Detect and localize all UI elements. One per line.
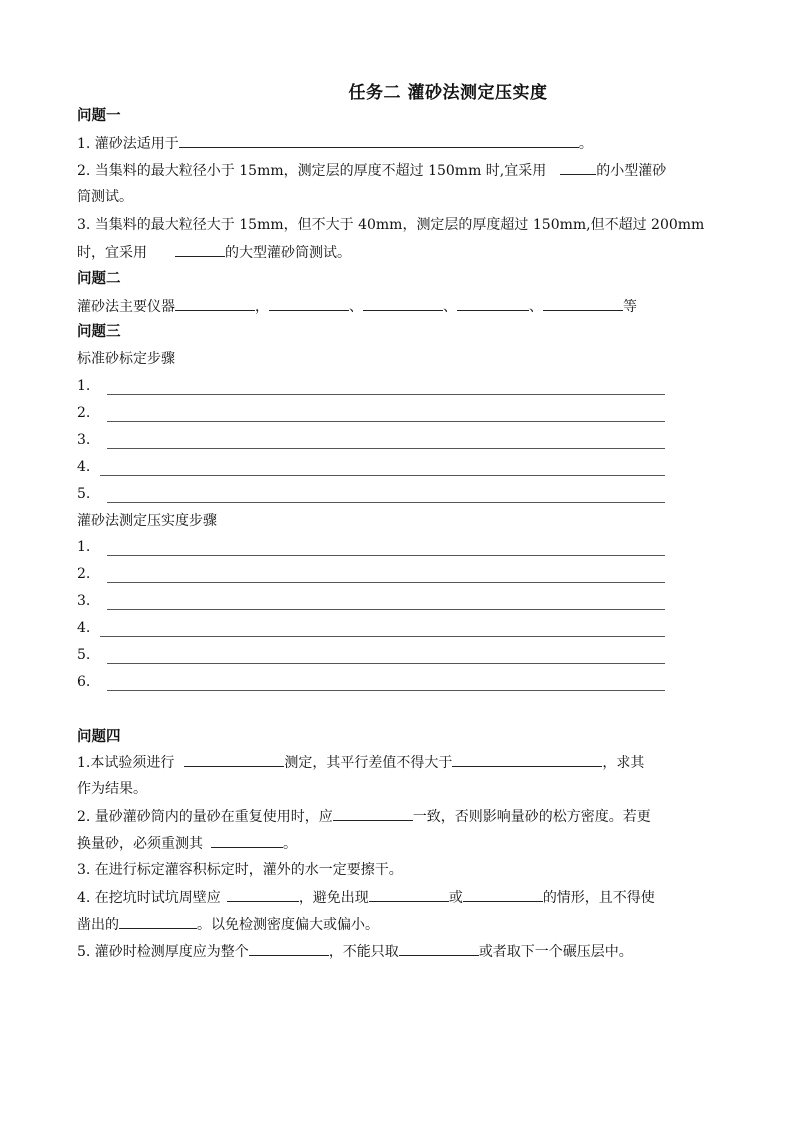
q4-item-5-suffix: 或者取下一个碾压层中。 <box>478 944 633 960</box>
separator: 、 <box>529 299 543 315</box>
q2-suffix: 等 <box>623 299 637 315</box>
q4-item-1 <box>77 752 644 773</box>
q1-item-2-cont: 筒测试。 <box>77 189 133 205</box>
q1-item-3-text: 时，宜采用 <box>77 245 147 261</box>
answer-line[interactable] <box>107 394 665 395</box>
blank-field[interactable] <box>543 296 623 311</box>
q4-item-4-mid2: 或 <box>448 890 463 906</box>
blank-field[interactable] <box>249 941 329 956</box>
answer-line[interactable] <box>107 502 665 503</box>
q4-item-4-suffix: 的情形，且不得使 <box>542 890 655 906</box>
step-number: 4. <box>77 459 91 475</box>
blank-field[interactable] <box>211 833 283 848</box>
page-title: 任务二 灌砂法测定压实度 <box>348 83 548 103</box>
q4-item-2-cont-text: 换量砂，必须重测其 <box>77 836 203 852</box>
blank-field[interactable] <box>369 887 449 902</box>
blank-field[interactable] <box>269 296 349 311</box>
q4-item-5-text: 5. 灌砂时检测厚度应为整个 <box>77 944 249 960</box>
step-number: 5. <box>77 647 91 663</box>
separator: 、 <box>443 299 457 315</box>
q4-item-3: 3. 在进行标定灌容积标定时，灌外的水一定要擦干。 <box>77 862 403 878</box>
answer-line[interactable] <box>107 609 665 610</box>
blank-field[interactable] <box>175 296 255 311</box>
q4-item-2-cont <box>77 833 297 854</box>
separator: 、 <box>349 299 363 315</box>
answer-line[interactable] <box>107 582 665 583</box>
blank-field[interactable] <box>452 752 602 767</box>
blank-field[interactable] <box>560 160 596 175</box>
section-heading-q4: 问题四 <box>77 729 121 745</box>
blank-field[interactable] <box>227 887 299 902</box>
step-number: 1. <box>77 539 91 555</box>
q4-item-4-cont <box>77 914 379 935</box>
step-number: 5. <box>77 486 91 502</box>
answer-line[interactable] <box>107 421 665 422</box>
q4-item-5 <box>77 941 633 962</box>
blank-field[interactable] <box>463 887 543 902</box>
step-number: 2. <box>77 566 91 582</box>
q4-item-4-cont-suffix: 。以免检测密度偏大或偏小。 <box>197 917 379 933</box>
q4-item-4 <box>77 887 655 908</box>
q4-item-4-text: 4. 在挖坑时试坑周壁应 <box>77 890 221 906</box>
q3-subheading-compaction: 灌砂法测定压实度步骤 <box>77 513 217 529</box>
q4-item-2 <box>77 806 651 827</box>
q1-item-3-suffix: 的大型灌砂筒测试。 <box>225 245 351 261</box>
step-number: 6. <box>77 674 91 690</box>
step-number: 2. <box>77 405 91 421</box>
q1-item-2-text: 2. 当集料的最大粒径小于 15mm，测定层的厚度不超过 150mm 时,宜采用 <box>77 163 547 179</box>
step-number: 3. <box>77 593 91 609</box>
q4-item-1-text: 1.本试验须进行 <box>77 755 175 771</box>
answer-line[interactable] <box>107 663 665 664</box>
answer-line[interactable] <box>107 555 665 556</box>
blank-field[interactable] <box>363 296 443 311</box>
section-heading-q3: 问题三 <box>77 324 121 340</box>
q1-item-1 <box>77 133 593 154</box>
section-heading-q2: 问题二 <box>77 271 121 287</box>
q4-item-1-mid: 测定，其平行差值不得大于 <box>284 755 453 771</box>
blank-field[interactable] <box>175 242 225 257</box>
blank-field[interactable] <box>184 752 284 767</box>
q1-item-1-text: 1. 灌砂法适用于 <box>77 136 179 152</box>
answer-line[interactable] <box>100 475 665 476</box>
q4-item-2-suffix: 一致，否则影响量砂的松方密度。若更 <box>412 809 651 825</box>
answer-line[interactable] <box>100 636 665 637</box>
q1-item-1-suffix: 。 <box>578 136 593 152</box>
q3-subheading-calibration: 标准砂标定步骤 <box>77 351 175 367</box>
blank-field[interactable] <box>333 806 413 821</box>
q4-item-4-cont-text: 凿出的 <box>77 917 119 933</box>
step-number: 4. <box>77 620 91 636</box>
q4-item-1-suffix: ，求其 <box>602 755 645 771</box>
q1-item-2-suffix: 的小型灌砂 <box>596 163 667 179</box>
q1-item-3-cont <box>77 242 351 263</box>
section-heading-q1: 问题一 <box>77 108 121 124</box>
separator: ， <box>255 299 269 315</box>
blank-field[interactable] <box>457 296 529 311</box>
q4-item-5-mid: ，不能只取 <box>328 944 399 960</box>
q1-item-2 <box>77 160 666 181</box>
step-number: 1. <box>77 378 91 394</box>
q1-item-3: 3. 当集料的最大粒径大于 15mm，但不大于 40mm，测定层的厚度超过 150mm,但不超过 200mm <box>77 217 705 233</box>
q4-item-2-text: 2. 量砂灌砂筒内的量砂在重复使用时，应 <box>77 809 333 825</box>
q4-item-1-cont: 作为结果。 <box>77 781 147 797</box>
blank-field[interactable] <box>179 133 579 148</box>
q4-item-2-cont-suffix: 。 <box>283 836 297 852</box>
answer-line[interactable] <box>107 448 665 449</box>
q2-instruments <box>77 296 637 317</box>
blank-field[interactable] <box>119 914 197 929</box>
blank-field[interactable] <box>399 941 479 956</box>
answer-line[interactable] <box>107 690 665 691</box>
q2-text: 灌砂法主要仪器 <box>77 299 175 315</box>
q4-item-4-mid1: ，避免出现 <box>298 890 369 906</box>
step-number: 3. <box>77 432 91 448</box>
